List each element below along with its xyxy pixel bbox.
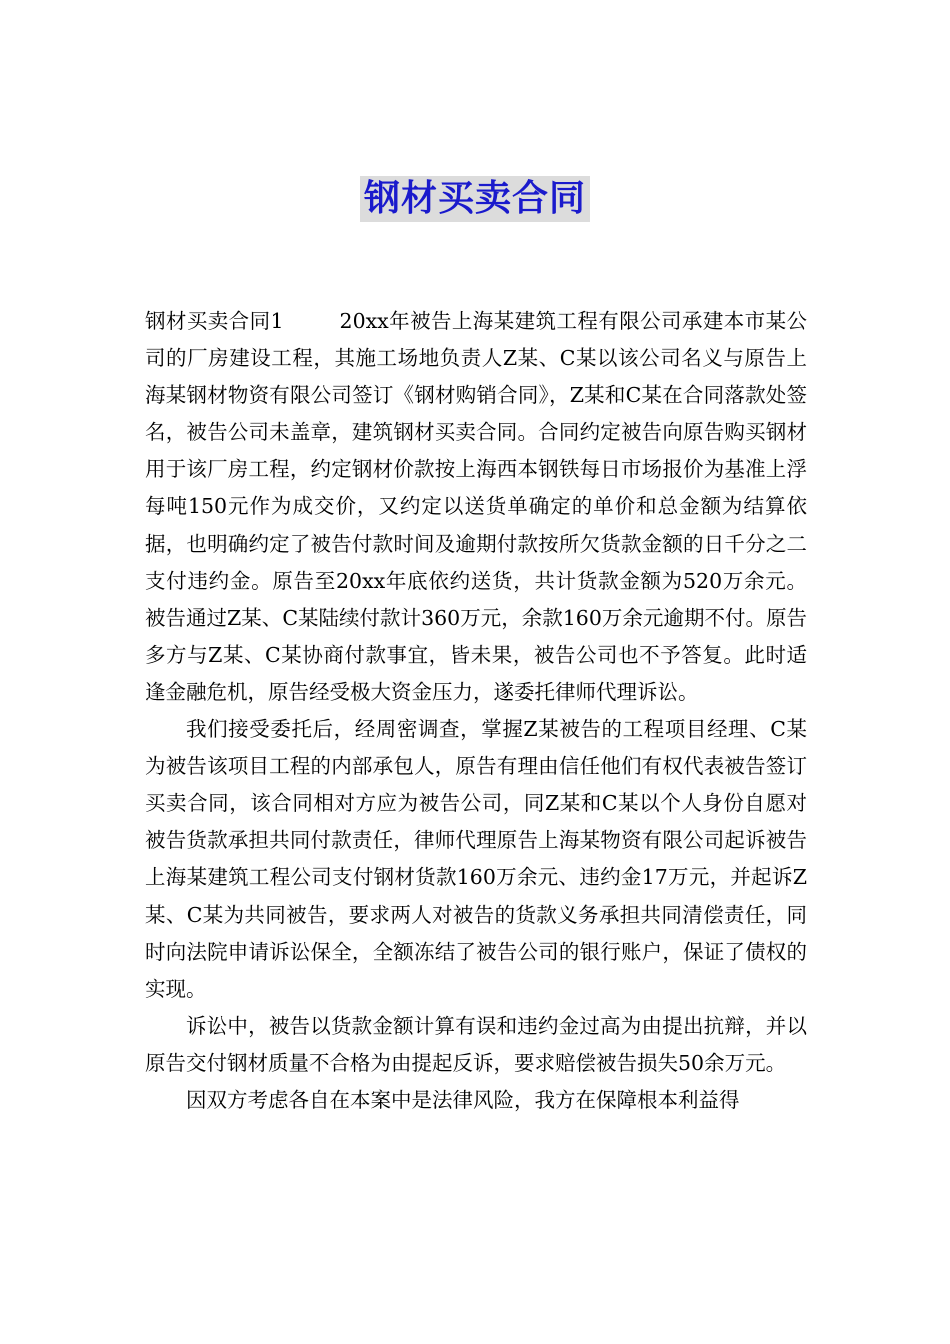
paragraph-1 (145, 303, 807, 711)
document-title: 钢材买卖合同 (360, 176, 590, 222)
paragraph-4: 因双方考虑各自在本案中是法律风险，我方在保障根本利益得 (186, 1087, 740, 1112)
section-heading: 钢材买卖合同1 (145, 309, 284, 333)
document-body (145, 303, 807, 1119)
paragraph-2: 我们接受委托后，经周密调查，掌握Z某被告的工程项目经理、C某为被告该项目工程的内部承包人，原告有理由信任他们有权代表被告签订买卖合同，该合同相对方应为被告公司，同Z某和C某以个人身份自愿对被告货款承担共同付款责任，律师代理原告上海某物资有限公司起诉被告上海某建筑工程公司支付钢材货款160万余元、违约金17万元，并起诉Z某、C某为共同被告，要求两人对被告的货款义务承担共同清偿责任，同时向法院申请诉讼保全，全额冻结了被告公司的银行账户，保证了债权的实现。 (145, 717, 807, 1001)
title-container (0, 176, 950, 222)
paragraph-1-text: 20xx年被告上海某建筑工程有限公司承建本市某公司的厂房建设工程，其施工场地负责人Z某、C某以该公司名义与原告上海某钢材物资有限公司签订《钢材购销合同》，Z某和C某在合同落款处签名，被告公司未盖章，建筑钢材买卖合同。合同约定被告向原告购买钢材用于该厂房工程，约定钢材价款按上海西本钢铁每日市场报价为基准上浮每吨150元作为成交价，又约定以送货单确定的单价和总金额为结算依据，也明确约定了被告付款时间及逾期付款按所欠货款金额的日千分之二支付违约金。原告至20xx年底依约送货，共计货款金额为520万余元。被告通过Z某、C某陆续付款计360万元，余款160万余元逾期不付。原告多方与Z某、C某协商付款事宜，皆未果，被告公司也不予答复。此时适逢金融危机，原告经受极大资金压力，遂委托律师代理诉讼。 (145, 309, 807, 704)
paragraph-3: 诉讼中，被告以货款金额计算有误和违约金过高为由提出抗辩，并以原告交付钢材质量不合格为由提起反诉，要求赔偿被告损失50余万元。 (145, 1013, 807, 1075)
